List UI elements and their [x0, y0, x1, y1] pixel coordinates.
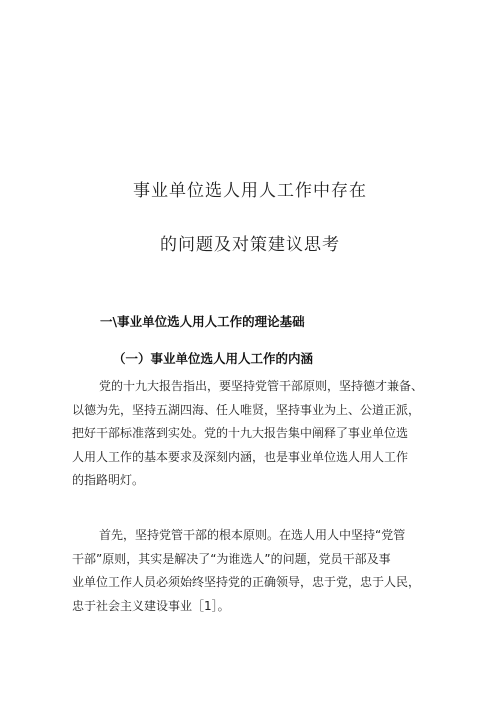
section-heading: 一\事业单位选人用人工作的理论基础: [100, 314, 305, 329]
document-title-line-2: 的问题及对策建议思考: [160, 235, 340, 255]
paragraph-1-line-1: 党的十九大报告指出，要坚持党管干部原则，坚持德才兼备、: [99, 379, 424, 393]
paragraph-2-line-2: 干部”原则，其实是解决了“为谁选人”的问题，党员干部及事: [72, 551, 391, 566]
paragraph-2-line-3: 业单位工作人员必须始终坚持党的正确领导，忠于党，忠于人民，: [72, 575, 421, 589]
paragraph-1-line-5: 的指路明灯。: [72, 473, 145, 487]
paragraph-1: [72, 375, 432, 493]
paragraph-2: [72, 524, 432, 618]
paragraph-1-line-2: 以德为先，坚持五湖四海、任人唯贤，坚持事业为上、公道正派，: [72, 402, 421, 417]
subsection-heading: （一）事业单位选人用人工作的内涵: [113, 351, 314, 366]
document-title-line-1: 事业单位选人用人工作中存在: [133, 181, 367, 201]
paragraph-1-line-3: 把好干部标准落到实处。党的十九大报告集中阐释了事业单位选: [72, 426, 409, 440]
paragraph-1-line-4: 人用人工作的基本要求及深刻内涵，也是事业单位选人用人工作: [72, 449, 409, 464]
paragraph-2-line-4: 忠于社会主义建设事业［1］。: [72, 598, 230, 613]
paragraph-2-line-1: 首先，坚持党管干部的根本原则。在选人用人中坚持“党管: [99, 528, 406, 542]
